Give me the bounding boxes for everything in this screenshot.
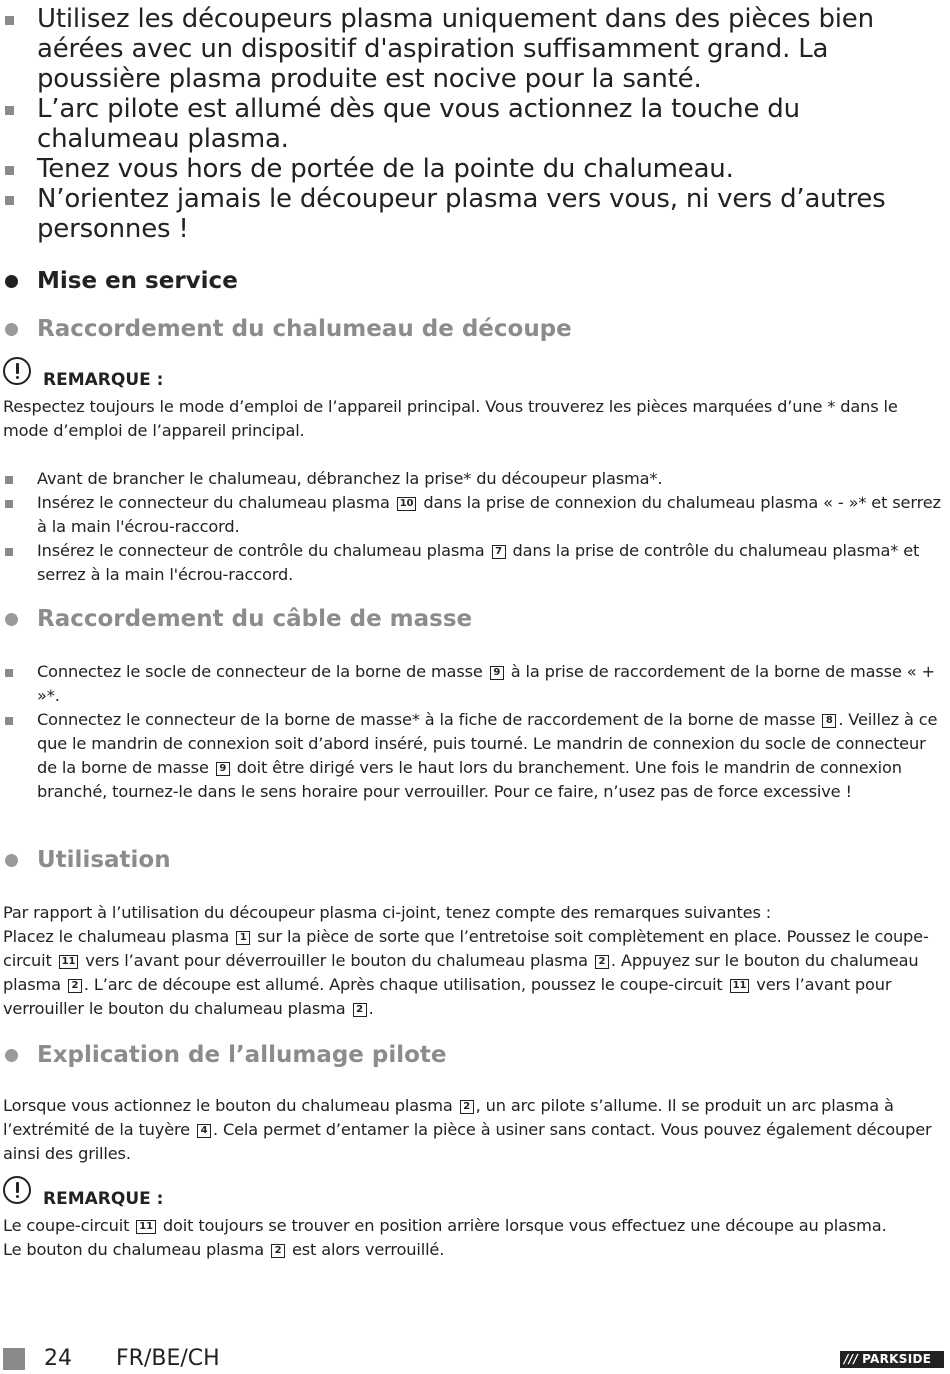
bullet-dot-icon [5,613,18,626]
part-reference: 9 [490,666,504,680]
heading-raccordement-chalumeau: Raccordement du chalumeau de découpe [0,315,572,343]
explication-text: Lorsque vous actionnez le bouton du chalumeau plasma 2 , un arc pilote s’allume. Il se produit un arc plasma à l’extrémité de la tuyère 4 . Cela permet d’entamer la pièce à usiner sans contact. Vous pouvez également découper ainsi des grilles. [3,1096,932,1163]
heading-mise-en-service: Mise en service [0,267,238,295]
part-reference: 2 [353,1003,367,1017]
list-item: Tenez vous hors de portée de la pointe du chalumeau. [0,154,945,184]
square-bullet-icon [5,500,13,508]
page-footer [0,1344,950,1374]
bullet-dot-icon [5,854,18,867]
part-reference: 11 [730,979,750,993]
footer-square-icon [3,1348,25,1370]
safety-list [0,4,945,244]
part-reference: 11 [59,955,79,969]
utilisation-intro: Par rapport à l’utilisation du découpeur plasma ci-joint, tenez compte des remarques suivantes : [3,903,772,922]
note-heading: REMARQUE : [3,357,303,391]
square-bullet-icon [5,106,14,115]
heading-explication: Explication de l’allumage pilote [0,1041,447,1069]
exclamation-circle-icon [3,1176,31,1204]
list-item: L’arc pilote est allumé dès que vous actionnez la touche du chalumeau plasma. [0,94,945,154]
list-item: Insérez le connecteur de contrôle du chalumeau plasma 7 dans la prise de contrôle du chalumeau plasma* et serrez à la main l'écrou-raccord. [0,539,945,587]
parkside-logo: /// PARKSIDE [840,1351,944,1368]
heading-raccordement-cable: Raccordement du câble de masse [0,605,472,633]
bullet-dot-icon [5,275,18,288]
part-reference: 11 [136,1220,156,1234]
ground-cable-steps [0,660,945,804]
heading-utilisation: Utilisation [0,846,171,874]
square-bullet-icon [5,476,13,484]
part-reference: 10 [397,497,417,511]
note-text: Respectez toujours le mode d’emploi de l’appareil principal. Vous trouverez les pièces marquées d’une * dans le mode d’emploi de l’appareil principal. [3,397,898,440]
square-bullet-icon [5,166,14,175]
square-bullet-icon [5,717,13,725]
list-item: Avant de brancher le chalumeau, débranchez la prise* du découpeur plasma*. [0,467,945,491]
bullet-dot-icon [5,323,18,336]
bullet-dot-icon [5,1049,18,1062]
square-bullet-icon [5,548,13,556]
list-item: Connectez le socle de connecteur de la borne de masse 9 à la prise de raccordement de la borne de masse « + »*. [0,660,945,708]
part-reference: 2 [271,1244,285,1258]
part-reference: 2 [68,979,82,993]
note-text: Le coupe-circuit 11 doit toujours se trouver en position arrière lorsque vous effectuez une découpe au plasma. Le bouton du chalumeau plasma 2 est alors verrouillé. [3,1216,887,1259]
exclamation-circle-icon [3,357,31,385]
part-reference: 4 [197,1124,211,1138]
list-item: Insérez le connecteur du chalumeau plasma 10 dans la prise de connexion du chalumeau plasma « - »* et serrez à la main l'écrou-raccord. [0,491,945,539]
list-item: N’orientez jamais le découpeur plasma vers vous, ni vers d’autres personnes ! [0,184,945,244]
square-bullet-icon [5,669,13,677]
utilisation-text: Placez le chalumeau plasma 1 sur la pièce de sorte que l’entretoise soit complètement en place. Poussez le coupe-circuit 11 vers l’avant pour déverrouiller le bouton du chalumeau plasma 2 . Appuyez sur le bouton du chalumeau plasma 2 . L’arc de découpe est allumé. Après chaque utilisation, poussez le coupe-circuit 11 vers l’avant pour verrouiller le bouton du chalumeau plasma 2 . [3,927,929,1018]
part-reference: 7 [492,545,506,559]
list-item: Connectez le connecteur de la borne de masse* à la fiche de raccordement de la borne de masse 8 . Veillez à ce que le mandrin de connexion soit d’abord inséré, puis tourné. Le mandrin de connexion du socle de connecteur de la borne de masse 9 doit être dirigé vers le haut lors du branchement. Une fois le mandrin de connexion branché, tournez-le dans le sens horaire pour verrouiller. Pour ce faire, n’usez pas de force excessive ! [0,708,945,804]
region-label: FR/BE/CH [116,1346,220,1371]
part-reference: 1 [236,931,250,945]
page-number: 24 [44,1346,72,1371]
torch-connection-steps [0,467,945,587]
note-heading: REMARQUE : [3,1176,303,1210]
part-reference: 2 [460,1100,474,1114]
part-reference: 9 [216,762,230,776]
part-reference: 2 [595,955,609,969]
square-bullet-icon [5,196,14,205]
list-item: Utilisez les découpeurs plasma uniquement dans des pièces bien aérées avec un dispositif d'aspiration suffisamment grand. La poussière plasma produite est nocive pour la santé. [0,4,945,94]
part-reference: 8 [822,714,836,728]
square-bullet-icon [5,16,14,25]
